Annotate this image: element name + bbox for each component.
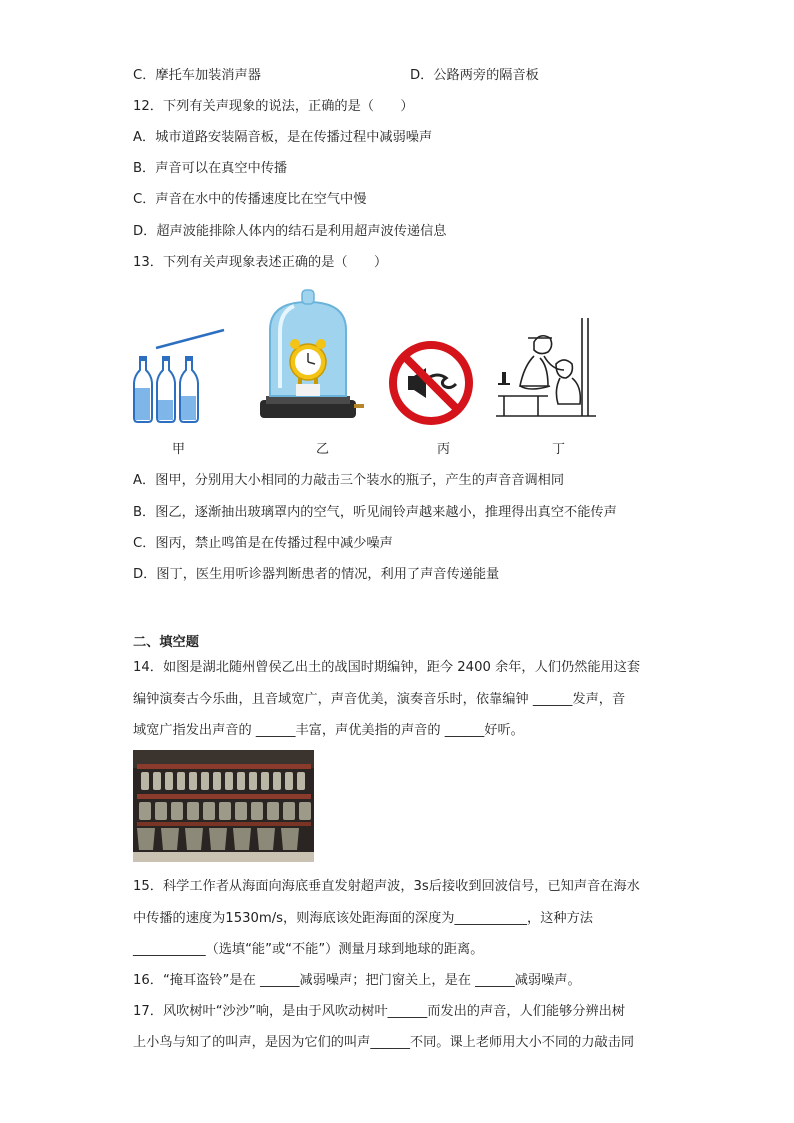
- q12-option-d: D．超声波能排除人体内的结石是利用超声波传递信息: [133, 224, 447, 239]
- caption-yi: 乙: [316, 442, 330, 457]
- q14-line-2: 编钟演奏古今乐曲，且音域宽广，声音优美，演奏音乐时，依靠编钟 ______发声，音: [133, 692, 626, 707]
- q17-line-2: 上小鸟与知了的叫声，是因为它们的叫声______不同。课上老师用大小不同的力敲击同: [133, 1035, 635, 1050]
- q14-line-1: 14．如图是湖北随州曾侯乙出土的战国时期编钟，距今 2400 余年，人们仍然能用这套: [133, 660, 641, 675]
- q15-line-3: ___________（选填“能”或“不能”）测量月球到地球的距离。: [133, 942, 484, 957]
- q13-option-c: C．图丙，禁止鸣笛是在传播过程中减少噪声: [133, 536, 393, 551]
- q12-option-c: C．声音在水中的传播速度比在空气中慢: [133, 192, 367, 207]
- q15-line-1: 15．科学工作者从海面向海底垂直发射超声波，3s后接收到回波信号，已知声音在海水: [133, 879, 640, 894]
- caption-jia: 甲: [172, 442, 186, 457]
- q15-line-2: 中传播的速度为1530m/s，则海底该处距海面的深度为___________，这种方法: [133, 911, 593, 926]
- no-horn-icon: [388, 340, 474, 426]
- caption-bing: 丙: [437, 442, 451, 457]
- q16-line-1: 16．“掩耳盗铃”是在 ______减弱噪声；把门窗关上，是在 ______减弱噪声。: [133, 973, 581, 988]
- q17-line-1: 17．风吹树叶“沙沙”响，是由于风吹动树叶______而发出的声音，人们能够分辨出树: [133, 1004, 626, 1019]
- q13-option-a: A．图甲，分别用大小相同的力敲击三个装水的瓶子，产生的声音音调相同: [133, 473, 565, 488]
- q14-line-3: 域宽广指发出声音的 ______丰富，声优美指的声音的 ______好听。: [133, 723, 524, 738]
- figure-bottles: [130, 326, 230, 426]
- figure-doctor-stethoscope: [494, 316, 598, 424]
- q12-stem: 12．下列有关声现象的说法，正确的是（ ）: [133, 99, 414, 114]
- q11-option-c: C．摩托车加装消声器: [133, 68, 261, 83]
- q12-option-a: A．城市道路安装隔音板，是在传播过程中减弱噪声: [133, 130, 433, 145]
- q13-option-d: D．图丁，医生用听诊器判断患者的情况，利用了声音传递能量: [133, 567, 500, 582]
- figure-chime-bells: [133, 750, 314, 862]
- q13-stem: 13．下列有关声现象表述正确的是（ ）: [133, 255, 388, 270]
- q12-option-b: B．声音可以在真空中传播: [133, 161, 288, 176]
- section-title: 二、填空题: [133, 635, 199, 650]
- q11-option-d: D．公路两旁的隔音板: [410, 68, 539, 83]
- caption-ding: 丁: [552, 442, 566, 457]
- figure-bell-jar: [258, 288, 368, 428]
- q13-option-b: B．图乙，逐渐抽出玻璃罩内的空气，听见闹铃声越来越小，推理得出真空不能传声: [133, 505, 617, 520]
